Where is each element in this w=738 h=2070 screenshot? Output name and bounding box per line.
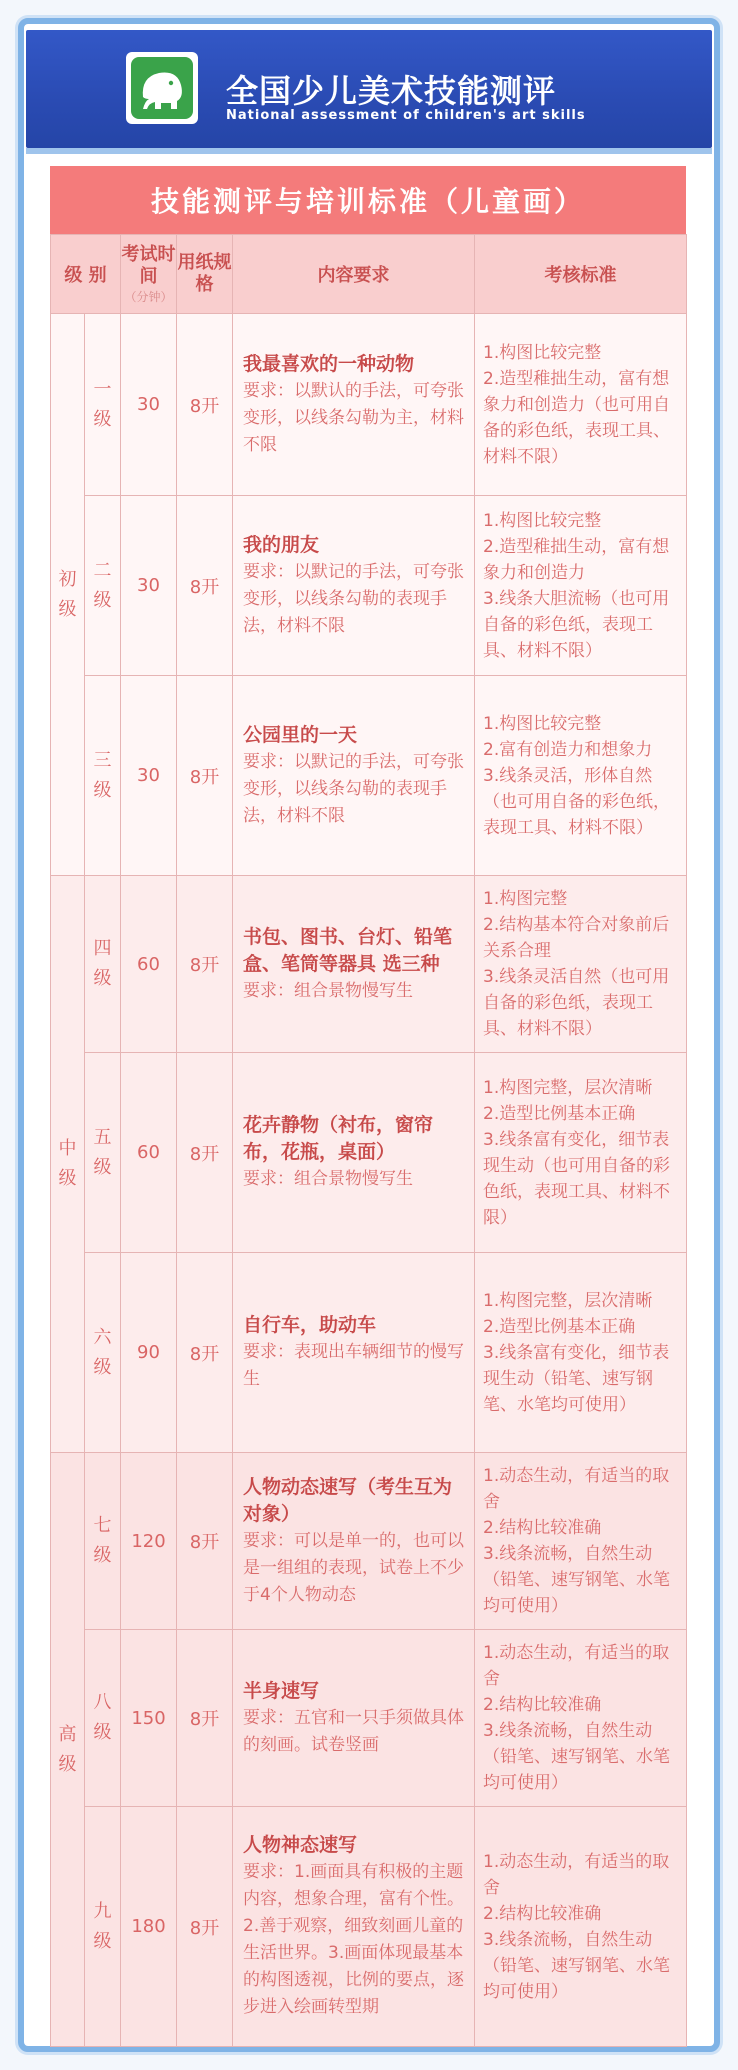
- paper-cell: 8开: [177, 676, 233, 876]
- standard-item: 3.线条灵活，形体自然（也可用自备的彩色纸，表现工具、材料不限）: [483, 765, 670, 838]
- level-label: 四级: [93, 938, 112, 989]
- standard-cell: [475, 1253, 687, 1453]
- level-cell: [85, 496, 121, 676]
- content-cell: [233, 314, 475, 496]
- paper-cell: 8开: [177, 1253, 233, 1453]
- group-label: 初级: [58, 568, 77, 620]
- standard-item: 3.线条大胆流畅（也可用自备的彩色纸，表现工具、材料不限）: [483, 588, 670, 661]
- content-title: 人物动态速写（考生互为对象）: [243, 1475, 453, 1525]
- level-label: 八级: [93, 1692, 112, 1743]
- level-label: 一级: [93, 378, 112, 430]
- standard-item: 2.富有创造力和想象力: [483, 739, 653, 760]
- content-title: 半身速写: [243, 1679, 320, 1702]
- standard-item: 2.结构基本符合对象前后关系合理: [483, 915, 670, 961]
- standard-item: 2.造型比例基本正确: [483, 1103, 636, 1124]
- content-title: 我的朋友: [243, 533, 320, 556]
- header-underline: [26, 148, 712, 154]
- standard-cell: [475, 1453, 687, 1630]
- content-requirement: 要求：五官和一只手须做具体的刻画。试卷竖画: [243, 1707, 464, 1755]
- paper-cell: 8开: [177, 1630, 233, 1807]
- level-cell: [85, 876, 121, 1053]
- time-cell: 60: [121, 1053, 177, 1253]
- content-requirement: 要求：组合景物慢写生: [243, 980, 413, 1001]
- standard-cell: [475, 1807, 687, 2047]
- header-paper: [177, 235, 233, 314]
- level-label: 九级: [93, 1900, 112, 1952]
- table-header-row: [51, 235, 687, 314]
- content-cell: [233, 496, 475, 676]
- paper-cell: 8开: [177, 1807, 233, 2047]
- header-content: 内容要求: [233, 235, 475, 314]
- standard-item: 3.线条富有变化，细节表现生动（铅笔、速写钢笔、水笔均可使用）: [483, 1342, 670, 1415]
- standard-item: 2.造型稚拙生动，富有想象力和创造力: [483, 536, 670, 583]
- level-cell: [85, 676, 121, 876]
- standard-item: 1.动态生动，有适当的取舍: [483, 1466, 670, 1512]
- elephant-logo-icon: [126, 52, 198, 124]
- content-requirement: 要求：以默认的手法，可夸张变形，以线条勾勒为主，材料不限: [243, 380, 464, 455]
- table-row: [51, 314, 687, 496]
- header-standard: 考核标准: [475, 235, 687, 314]
- content-requirement: 要求：以默记的手法，可夸张变形，以线条勾勒的表现手法，材料不限: [243, 561, 464, 636]
- paper-cell: 8开: [177, 496, 233, 676]
- table-row: [51, 496, 687, 676]
- paper-cell: 8开: [177, 876, 233, 1053]
- time-cell: 150: [121, 1630, 177, 1807]
- table-row: [51, 1053, 687, 1253]
- group-cell-beginner: [51, 314, 85, 876]
- time-cell: 90: [121, 1253, 177, 1453]
- table-row: [51, 676, 687, 876]
- standard-cell: [475, 876, 687, 1053]
- table-row: [51, 1807, 687, 2047]
- standard-item: 3.线条富有变化，细节表现生动（也可用自备的彩色纸，表现工具、材料不限）: [483, 1129, 670, 1228]
- level-cell: [85, 314, 121, 496]
- level-label: 二级: [93, 559, 112, 611]
- standard-item: 3.线条流畅，自然生动（铅笔、速写钢笔、水笔均可使用）: [483, 1721, 670, 1793]
- table-row: [51, 1453, 687, 1630]
- header-time: [121, 235, 177, 314]
- standards-table: [50, 234, 687, 2047]
- standard-item: 2.结构比较准确: [483, 1518, 602, 1538]
- content-cell: [233, 676, 475, 876]
- content-requirement: 要求：表现出车辆细节的慢写生: [243, 1342, 464, 1389]
- header-title: 全国少儿美术技能测评: [226, 72, 557, 110]
- content-requirement: 要求：以默记的手法，可夸张变形，以线条勾勒的表现手法，材料不限: [243, 751, 464, 826]
- standard-item: 1.动态生动，有适当的取舍: [483, 1851, 670, 1898]
- content-cell: [233, 1453, 475, 1630]
- standard-item: 3.线条灵活自然（也可用自备的彩色纸，表现工具、材料不限）: [483, 967, 670, 1039]
- level-label: 三级: [93, 749, 112, 801]
- standard-cell: [475, 1630, 687, 1807]
- level-label: 五级: [93, 1126, 112, 1178]
- table-row: [51, 876, 687, 1053]
- standard-item: 3.线条流畅，自然生动（铅笔、速写钢笔、水笔均可使用）: [483, 1929, 670, 2002]
- content-cell: [233, 1630, 475, 1807]
- table-title: 技能测评与培训标准（儿童画）: [50, 166, 686, 234]
- level-label: 七级: [93, 1515, 112, 1566]
- paper-cell: 8开: [177, 1053, 233, 1253]
- group-label: 高级: [58, 1723, 77, 1775]
- standard-cell: [475, 496, 687, 676]
- standard-cell: [475, 314, 687, 496]
- content-cell: [233, 876, 475, 1053]
- level-cell: [85, 1253, 121, 1453]
- level-cell: [85, 1453, 121, 1630]
- content-title: 我最喜欢的一种动物: [243, 352, 415, 375]
- standard-item: 1.构图完整，层次清晰: [483, 1077, 653, 1098]
- content-cell: [233, 1053, 475, 1253]
- paper-cell: 8开: [177, 1453, 233, 1630]
- standard-item: 1.构图比较完整: [483, 510, 602, 531]
- standard-cell: [475, 1053, 687, 1253]
- level-cell: [85, 1807, 121, 2047]
- content-cell: [233, 1807, 475, 2047]
- level-cell: [85, 1630, 121, 1807]
- level-cell: [85, 1053, 121, 1253]
- content-title: 书包、图书、台灯、铅笔盒、笔筒等器具 选三种: [243, 925, 453, 975]
- header-bar: [26, 30, 712, 148]
- standard-cell: [475, 676, 687, 876]
- level-label: 六级: [93, 1326, 112, 1378]
- standards-table-wrap: [50, 166, 686, 2047]
- header-time-label: 考试时间: [121, 243, 176, 287]
- content-cell: [233, 1253, 475, 1453]
- header-level: 级 别: [51, 235, 121, 314]
- standard-item: 2.造型比例基本正确: [483, 1316, 636, 1337]
- standard-item: 1.构图比较完整: [483, 713, 602, 734]
- content-title: 花卉静物（衬布，窗帘布，花瓶，桌面）: [243, 1114, 434, 1163]
- paper-cell: 8开: [177, 314, 233, 496]
- table-row: [51, 1630, 687, 1807]
- group-label: 中级: [58, 1138, 77, 1189]
- content-title: 公园里的一天: [243, 723, 358, 746]
- standard-item: 1.构图比较完整: [483, 342, 602, 363]
- standard-item: 1.构图完整，层次清晰: [483, 1290, 653, 1311]
- standard-item: 1.构图完整: [483, 889, 568, 909]
- header-subtitle: National assessment of children's art skills: [226, 108, 586, 123]
- time-cell: 30: [121, 314, 177, 496]
- header-time-unit: （分钟）: [124, 289, 173, 304]
- group-cell-intermediate: [51, 876, 85, 1453]
- content-title: 自行车，助动车: [243, 1314, 377, 1336]
- content-requirement: 要求：可以是单一的，也可以是一组组的表现，试卷上不少于4个人物动态: [243, 1530, 464, 1605]
- header-paper-label: 用纸规格: [177, 252, 232, 295]
- time-cell: 180: [121, 1807, 177, 2047]
- group-cell-advanced: [51, 1453, 85, 2047]
- standard-item: 2.结构比较准确: [483, 1695, 602, 1715]
- standard-item: 2.结构比较准确: [483, 1903, 602, 1924]
- content-requirement: 要求：组合景物慢写生: [243, 1169, 413, 1189]
- table-row: [51, 1253, 687, 1453]
- standard-item: 3.线条流畅，自然生动（铅笔、速写钢笔、水笔均可使用）: [483, 1544, 670, 1616]
- time-cell: 120: [121, 1453, 177, 1630]
- standard-item: 1.动态生动，有适当的取舍: [483, 1643, 670, 1689]
- content-title: 人物神态速写: [243, 1834, 358, 1856]
- content-requirement: 要求：1.画面具有积极的主题内容，想象合理，富有个性。2.善于观察，细致刻画儿童的生活世界。3.画面体现最基本的构图透视，比例的要点，逐步进入绘画转型期: [243, 1862, 464, 2017]
- time-cell: 60: [121, 876, 177, 1053]
- standard-item: 2.造型稚拙生动，富有想象力和创造力（也可用自备的彩色纸，表现工具、材料不限）: [483, 368, 670, 467]
- time-cell: 30: [121, 676, 177, 876]
- time-cell: 30: [121, 496, 177, 676]
